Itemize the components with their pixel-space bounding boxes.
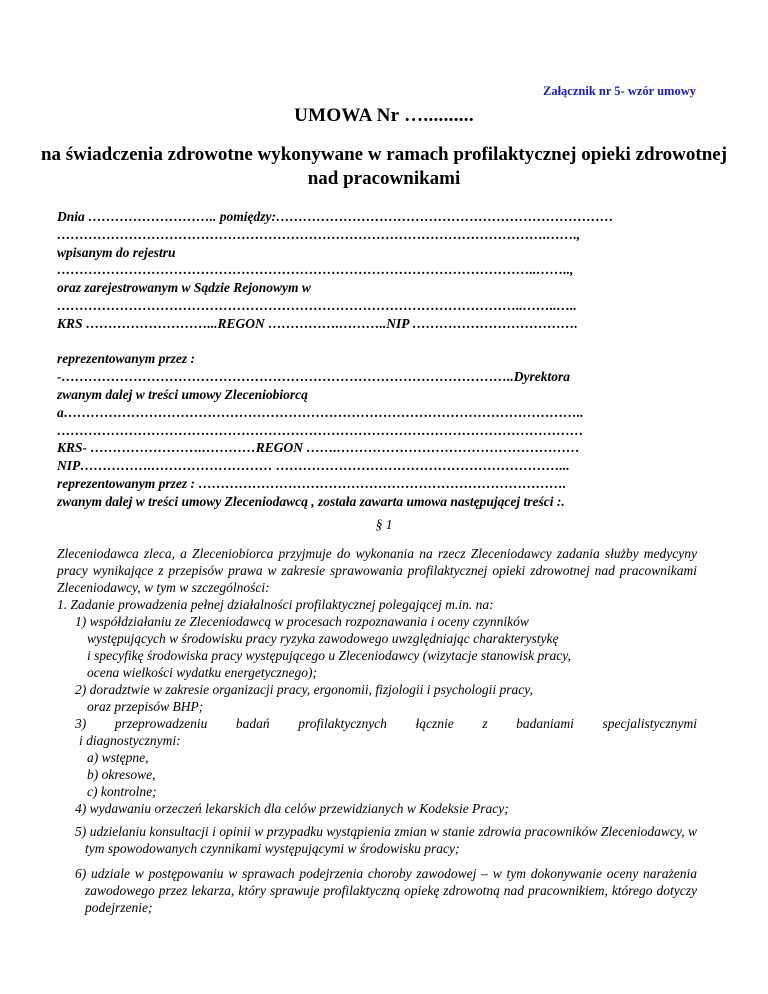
list-item-3-word: badań	[235, 716, 270, 731]
parties-line: KRS ………………………...REGON …………….………..NIP ……………………………….	[57, 315, 578, 331]
parties-line: NIP…………….……………………… ………………………………………………………...	[57, 458, 570, 474]
section-mark: § 1	[375, 517, 393, 532]
list-item-2-line: oraz przepisów BHP;	[87, 699, 204, 714]
list-item-3-line	[57, 715, 697, 732]
parties-line: oraz zarejestrowanym w Sądzie Rejonowym w	[57, 280, 311, 296]
blank-line	[57, 333, 697, 351]
list-item-3-word: przeprowadzeniu	[114, 716, 208, 731]
parties-line: reprezentowanym przez : ……………………………………………………………………….	[57, 475, 567, 491]
parties-line: ……………………………………………………………………………………………….…….,	[57, 226, 581, 242]
intro-paragraph: Zleceniodawca zleca, a Zleceniobiorca przyjmuje do wykonania na rzecz Zleceniodawcy zadania służby medycyny pracy wynikające z przepisów prawa w zakresie sprawowania profilaktycznej opieki zdrowotnej nad pracownikami Zleceniodawcy, w tym w szczególności:	[57, 546, 697, 595]
list-item-3-word: łącznie	[415, 716, 454, 731]
parties-line: zwanym dalej w treści umowy Zleceniodawcą , została zawarta umowa następującej treści :.	[57, 493, 565, 509]
parties-line: a……………………………………………………………………………………………………..	[57, 404, 584, 420]
contract-body	[57, 545, 697, 916]
parties-line: wpisanym do rejestru	[57, 244, 176, 260]
list-item-4: 4) wydawaniu orzeczeń lekarskich dla celów przewidzianych w Kodeksie Pracy;	[75, 801, 509, 816]
list-item-3-word: z	[482, 716, 488, 731]
list-item-1-line: ocena wielkości wydatku energetycznego);	[87, 665, 318, 680]
list-item-3-word: 3)	[75, 716, 87, 731]
list-item-3-word: specjalistycznymi	[602, 716, 697, 731]
list-item-3-word: profilaktycznych	[298, 716, 387, 731]
list-item-2-line: 2) doradztwie w zakresie organizacji pracy, ergonomii, fizjologii i psychologii pracy,	[75, 682, 533, 697]
parties-line: ………………………………………………………………………………………………………	[57, 422, 584, 438]
parties-block	[57, 208, 697, 511]
parties-line: …………………………………………………………………………………………..……..…..	[57, 297, 577, 313]
parties-line: ……………………………………………………………………………………………..……..,	[57, 262, 574, 278]
parties-line: reprezentowanym przez :	[57, 351, 195, 367]
document-subtitle: na świadczenia zdrowotne wykonywane w ramach profilaktycznej opieki zdrowotnej nad pracownikami	[40, 144, 728, 189]
document-title: UMOWA Nr …..........	[294, 105, 474, 126]
list-item-6: 6) udziale w postępowaniu w sprawach podejrzenia choroby zawodowej – w tym dokonywanie oceny narażenia zawodowego przez lekarza, który sprawuje profilaktyczną opiekę zdrowotną nad pracownikiem, którego dotyczy podejrzenie;	[75, 866, 697, 915]
point-1: 1. Zadanie prowadzenia pełnej działalności profilaktycznej polegającej m.in. na:	[57, 597, 494, 612]
list-item-1-line: 1) współdziałaniu ze Zleceniodawcą w procesach rozpoznawania i oceny czynników	[75, 614, 529, 629]
sub-item-c: c) kontrolne;	[87, 784, 157, 799]
parties-line: Dnia ……………………….. pomiędzy:…………………………………………………………………	[57, 209, 614, 224]
list-item-5: 5) udzielaniu konsultacji i opinii w przypadku wystąpienia zmian w stanie zdrowia pracowników Zleceniodawcy, w tym spowodowanych czynnikami występującymi w środowisku pracy;	[75, 824, 697, 856]
list-item-1-line: i specyfikę środowiska pracy występującego u Zleceniodawcy (wizytacje stanowisk pracy,	[87, 648, 571, 663]
parties-line: zwanym dalej w treści umowy Zleceniobiorcą	[57, 386, 308, 402]
parties-line: KRS- …………………….…………REGON …….………………………………………………	[57, 440, 580, 456]
list-item-1-line: występujących w środowisku pracy ryzyka zawodowego uwzględniając charakterystykę	[87, 631, 559, 646]
sub-item-b: b) okresowe,	[87, 767, 156, 782]
parties-line: -………………………………………………………………………………………..Dyrektora	[57, 369, 570, 385]
annex-label: Załącznik nr 5- wzór umowy	[542, 84, 696, 98]
list-item-3-word: badaniami	[516, 716, 574, 731]
list-item-3-line: i diagnostycznymi:	[79, 733, 181, 748]
sub-item-a: a) wstępne,	[87, 750, 149, 765]
